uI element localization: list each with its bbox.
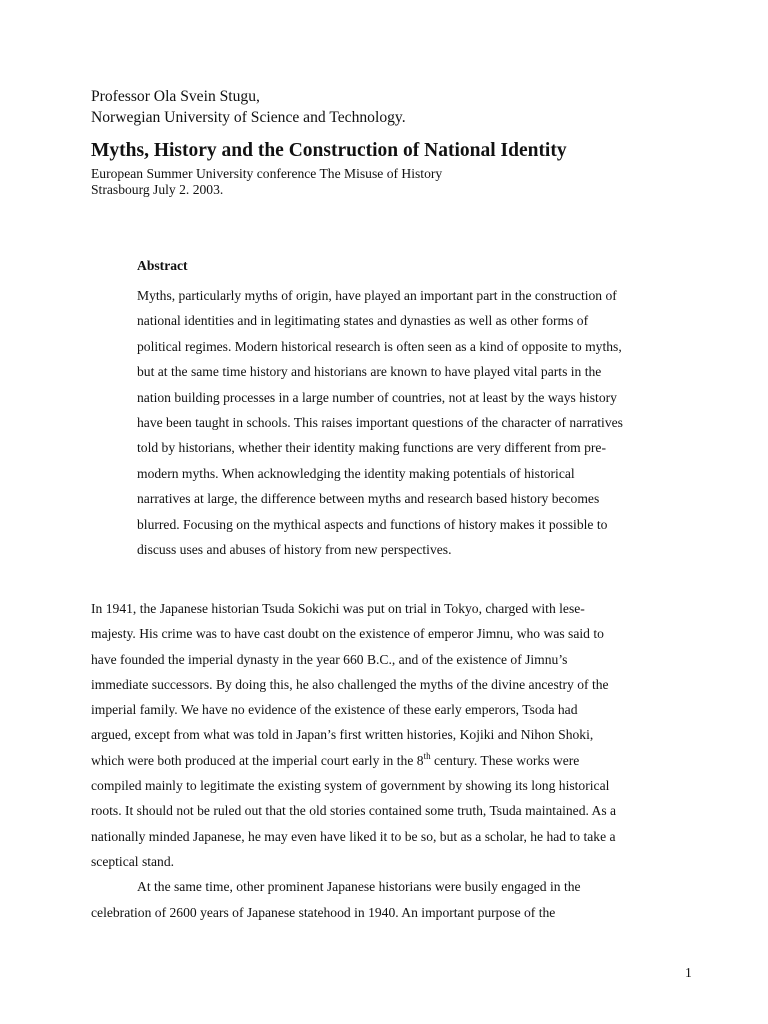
body-line: sceptical stand. (91, 853, 175, 869)
body-line-7-end: century. These works were (430, 752, 580, 768)
body-line-7-start: which were both produced at the imperial court early in the 8 (91, 752, 424, 768)
abstract-line: but at the same time history and historians are known to have played vital parts in the (137, 364, 602, 380)
body-line: roots. It should not be ruled out that the old stories contained some truth, Tsuda maintained. As a (91, 803, 617, 819)
conference-info (91, 166, 442, 198)
abstract-line: national identities and in legitimating states and dynasties as well as other forms of (137, 313, 589, 329)
paragraph-2-line: At the same time, other prominent Japanese historians were busily engaged in the (137, 879, 581, 895)
author-block (91, 86, 406, 128)
abstract-line: Myths, particularly myths of origin, have played an important part in the construction of (137, 288, 617, 303)
abstract-line: discuss uses and abuses of history from new perspectives. (137, 542, 452, 558)
abstract-line: narratives at large, the difference between myths and research based history becomes (137, 491, 600, 507)
paragraph-2-line: celebration of 2600 years of Japanese statehood in 1940. An important purpose of the (91, 904, 556, 920)
abstract-line: modern myths. When acknowledging the identity making potentials of historical (137, 465, 575, 481)
conference-line-2: Strasbourg July 2. 2003. (91, 182, 224, 197)
abstract-heading: Abstract (137, 258, 188, 273)
body-text (91, 596, 616, 925)
abstract-line: nation building processes in a large number of countries, not at least by the ways history (137, 389, 617, 405)
abstract-line: told by historians, whether their identity making functions are very different from pre- (137, 440, 606, 456)
abstract-body (137, 283, 623, 562)
abstract-line: political regimes. Modern historical research is often seen as a kind of opposite to myths, (137, 338, 622, 354)
body-line-footnote (91, 748, 616, 773)
conference-line-1: European Summer University conference The Misuse of History (91, 166, 443, 181)
abstract-line: blurred. Focusing on the mythical aspects and functions of history makes it possible to (137, 516, 608, 532)
paper-title: Myths, History and the Construction of National Identity (91, 140, 567, 161)
body-line: have founded the imperial dynasty in the year 660 B.C., and of the existence of Jimnu’s (91, 651, 568, 667)
author-name: Professor Ola Svein Stugu, (91, 88, 260, 105)
ordinal-superscript: th (423, 750, 431, 761)
body-line: nationally minded Japanese, he may even have liked it to be so, but as a scholar, he had to take a (91, 828, 616, 844)
body-line: compiled mainly to legitimate the existing system of government by showing its long historical (91, 778, 610, 794)
body-line: majesty. His crime was to have cast doubt on the existence of emperor Jimnu, who was said to (91, 626, 604, 642)
body-line: In 1941, the Japanese historian Tsuda Sokichi was put on trial in Tokyo, charged with lese- (91, 601, 585, 616)
body-line: imperial family. We have no evidence of the existence of these early emperors, Tsoda had (91, 702, 578, 718)
page-number: 1 (685, 965, 692, 980)
body-line: immediate successors. By doing this, he also challenged the myths of the divine ancestry of the (91, 676, 609, 692)
author-affiliation: Norwegian University of Science and Technology. (91, 109, 406, 126)
body-line: argued, except from what was told in Japan’s first written histories, Kojiki and Nihon Shoki, (91, 727, 594, 743)
abstract-line: have been taught in schools. This raises important questions of the character of narratives (137, 415, 623, 431)
